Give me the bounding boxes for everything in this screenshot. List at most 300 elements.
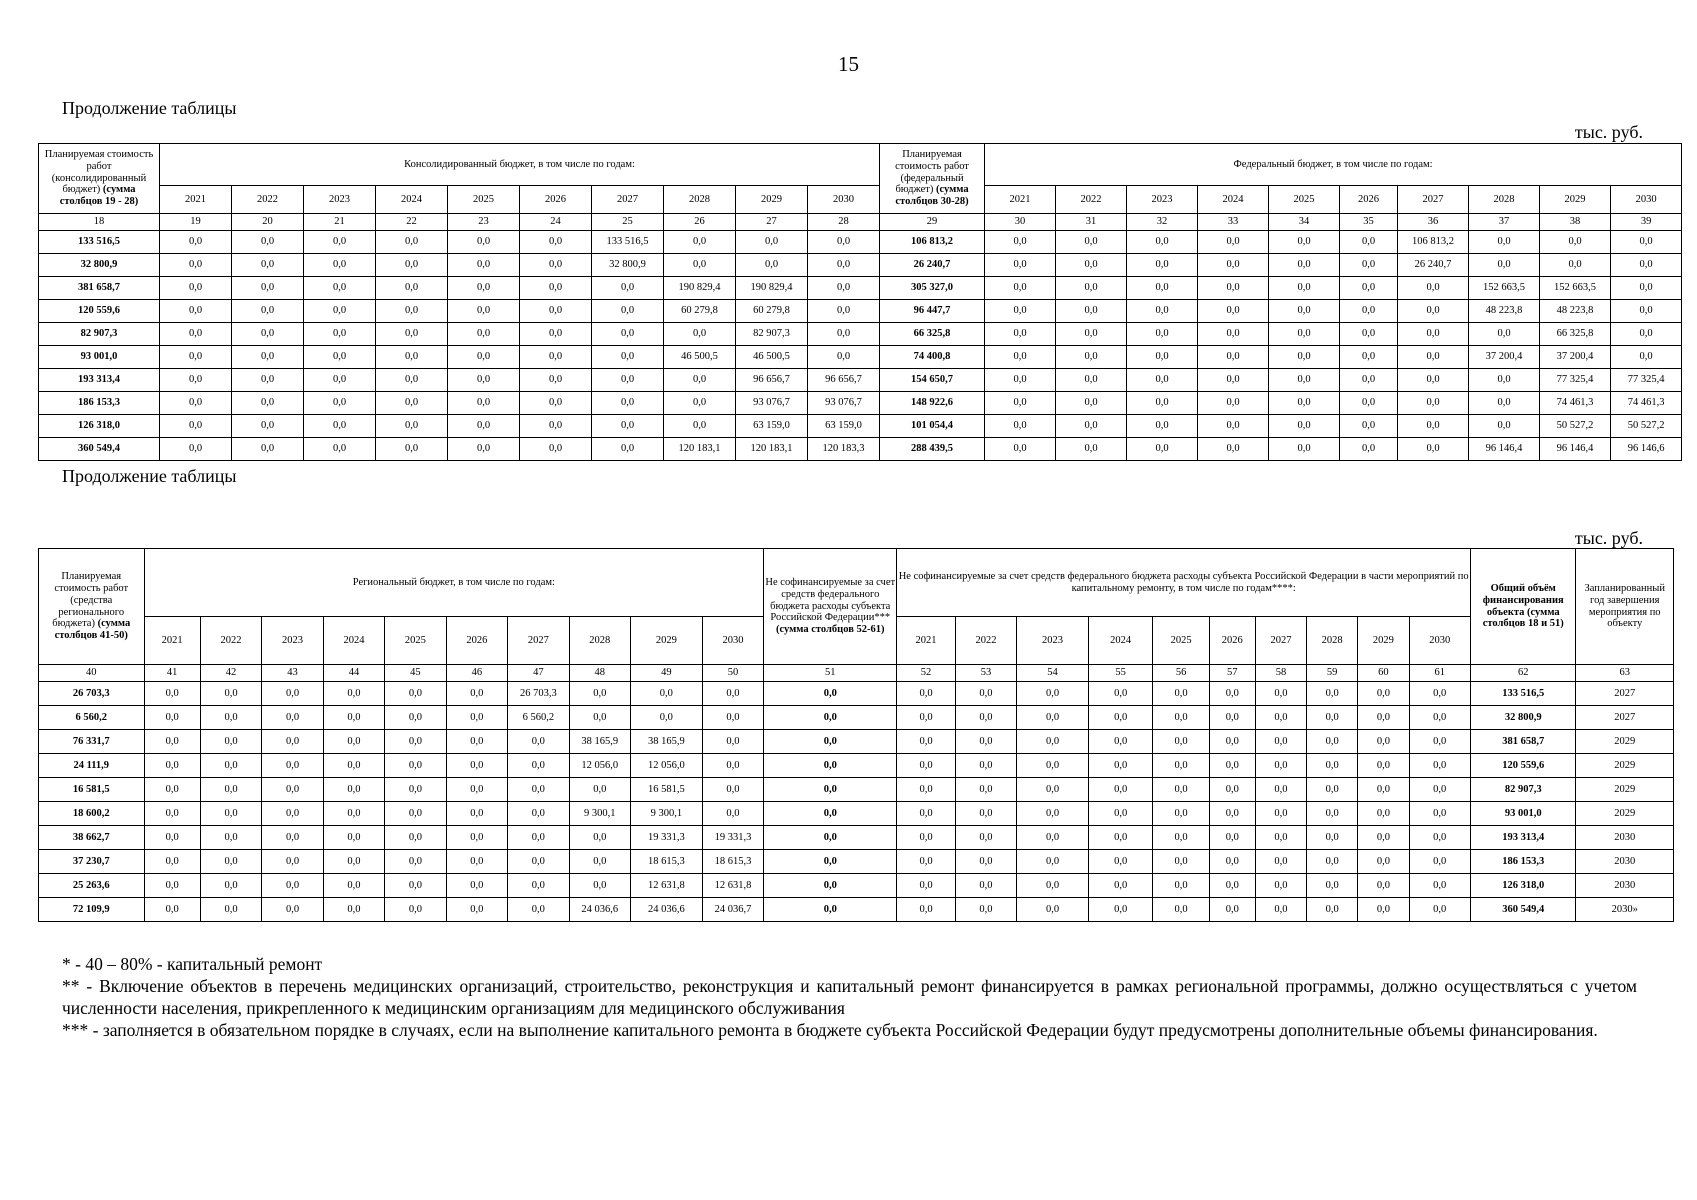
table-cell: 0,0: [385, 682, 446, 706]
table-cell: 0,0: [592, 369, 664, 392]
table-cell: 37 230,7: [39, 850, 145, 874]
table-cell: 0,0: [508, 874, 569, 898]
table-cell: 48 223,8: [1540, 300, 1611, 323]
table-cell: 0,0: [448, 415, 520, 438]
column-number: 47: [508, 665, 569, 682]
table-cell: 0,0: [1017, 754, 1089, 778]
year-header: 2024: [376, 186, 448, 214]
year-header: 2022: [1056, 186, 1127, 214]
table-cell: 0,0: [1153, 850, 1209, 874]
table-cell: 0,0: [1153, 682, 1209, 706]
table-cell: 0,0: [323, 850, 384, 874]
table-cell: 46 500,5: [736, 346, 808, 369]
table-cell: 0,0: [520, 254, 592, 277]
table-cell: 0,0: [1017, 706, 1089, 730]
table-cell: 0,0: [508, 730, 569, 754]
table-cell: 37 200,4: [1540, 346, 1611, 369]
table-cell: 0,0: [764, 826, 897, 850]
table-cell: 0,0: [323, 874, 384, 898]
table-cell: 190 829,4: [736, 277, 808, 300]
non-cofinanced-capital-repair-group-header: Не софинансируемые за счет средств федерального бюджета расходы субъекта Российской Федерации в части мероприятий по капитальному ремонту, в том числе по годам****:: [897, 549, 1471, 617]
total-financing-header: [1470, 549, 1576, 665]
table-cell: 0,0: [631, 682, 703, 706]
table-cell: 66 325,8: [1540, 323, 1611, 346]
table-cell: 0,0: [1255, 802, 1306, 826]
table-cell: 0,0: [1611, 254, 1682, 277]
table-cell: 0,0: [1398, 323, 1469, 346]
table-cell: 0,0: [160, 346, 232, 369]
column-numbers-row: [39, 665, 1674, 682]
table-cell: 2030: [1576, 874, 1674, 898]
table-cell: 0,0: [448, 323, 520, 346]
table-cell: 0,0: [1269, 231, 1340, 254]
table-cell: 82 907,3: [736, 323, 808, 346]
table-cell: 0,0: [955, 778, 1016, 802]
table-cell: 38 662,7: [39, 826, 145, 850]
table-row: [39, 754, 1674, 778]
table-cell: 12 056,0: [569, 754, 630, 778]
table-cell: 0,0: [897, 778, 955, 802]
table-cell: 0,0: [955, 754, 1016, 778]
table-cell: 0,0: [144, 850, 200, 874]
table-cell: 0,0: [144, 826, 200, 850]
table-cell: 120 183,3: [808, 438, 880, 461]
year-header: 2026: [1209, 617, 1255, 665]
header-text: Не софинансируемые за счет средств федерального бюджета расходы субъекта Российской Федерации***: [765, 577, 896, 624]
table-cell: 50 527,2: [1611, 415, 1682, 438]
column-number: 48: [569, 665, 630, 682]
table-cell: 0,0: [1307, 826, 1358, 850]
year-header: 2029: [1540, 186, 1611, 214]
table-cell: 0,0: [448, 438, 520, 461]
table-cell: 66 325,8: [880, 323, 985, 346]
table-cell: 0,0: [1088, 826, 1153, 850]
table-cell: 0,0: [1127, 392, 1198, 415]
table-cell: 152 663,5: [1540, 277, 1611, 300]
table-cell: 0,0: [736, 231, 808, 254]
table-cell: 0,0: [1398, 415, 1469, 438]
table-cell: 0,0: [448, 369, 520, 392]
table-cell: 133 516,5: [592, 231, 664, 254]
table-cell: 0,0: [1017, 682, 1089, 706]
table-cell: 0,0: [985, 231, 1056, 254]
table-cell: 0,0: [446, 874, 507, 898]
column-number: 41: [144, 665, 200, 682]
table-cell: 0,0: [323, 730, 384, 754]
table-cell: 0,0: [262, 730, 323, 754]
table-cell: 0,0: [1056, 300, 1127, 323]
year-header: 2028: [1469, 186, 1540, 214]
column-number: 32: [1127, 214, 1198, 231]
table-cell: 26 240,7: [880, 254, 985, 277]
table-cell: 77 325,4: [1540, 369, 1611, 392]
planned-cost-federal-header: [880, 144, 985, 214]
table-cell: 6 560,2: [508, 706, 569, 730]
table-cell: 0,0: [1358, 850, 1409, 874]
table-cell: 120 183,1: [664, 438, 736, 461]
column-number: 31: [1056, 214, 1127, 231]
column-number: 37: [1469, 214, 1540, 231]
table-cell: 0,0: [446, 682, 507, 706]
table-cell: 0,0: [1340, 392, 1398, 415]
year-header: 2029: [1358, 617, 1409, 665]
table-cell: 148 922,6: [880, 392, 985, 415]
table-cell: 0,0: [1153, 754, 1209, 778]
column-number: 57: [1209, 665, 1255, 682]
table-cell: 82 907,3: [1470, 778, 1576, 802]
table-cell: 0,0: [304, 254, 376, 277]
table-cell: 0,0: [508, 802, 569, 826]
table-row: [39, 369, 1682, 392]
table-cell: 0,0: [702, 778, 763, 802]
table-cell: 0,0: [1340, 254, 1398, 277]
column-number: 49: [631, 665, 703, 682]
table-cell: 48 223,8: [1469, 300, 1540, 323]
year-header: 2025: [1153, 617, 1209, 665]
table-cell: 96 146,4: [1469, 438, 1540, 461]
table-cell: 0,0: [1307, 754, 1358, 778]
table-cell: 0,0: [808, 300, 880, 323]
column-number: 51: [764, 665, 897, 682]
table-cell: 0,0: [764, 898, 897, 922]
table-cell: 0,0: [448, 300, 520, 323]
table-cell: 0,0: [1127, 415, 1198, 438]
table-cell: 0,0: [808, 346, 880, 369]
table-cell: 0,0: [323, 682, 384, 706]
column-number: 40: [39, 665, 145, 682]
table-cell: 360 549,4: [39, 438, 160, 461]
table-cell: 0,0: [1198, 231, 1269, 254]
column-number: 39: [1611, 214, 1682, 231]
table-cell: 0,0: [1340, 300, 1398, 323]
table-cell: 154 650,7: [880, 369, 985, 392]
table-cell: 0,0: [200, 874, 261, 898]
table-cell: 0,0: [323, 754, 384, 778]
table-cell: 60 279,8: [664, 300, 736, 323]
table-cell: 0,0: [520, 346, 592, 369]
table-cell: 0,0: [232, 323, 304, 346]
table-cell: 0,0: [1017, 874, 1089, 898]
table-row: [39, 300, 1682, 323]
table-cell: 0,0: [1611, 346, 1682, 369]
header-text: Планируемая стоимость работ (средства регионального бюджета): [52, 571, 129, 630]
table-cell: 0,0: [144, 730, 200, 754]
table-row: [39, 277, 1682, 300]
table-cell: 0,0: [1088, 802, 1153, 826]
table-cell: 0,0: [897, 754, 955, 778]
table-cell: 0,0: [897, 682, 955, 706]
table-cell: 0,0: [1409, 850, 1470, 874]
consolidated-federal-budget-table: [38, 143, 1682, 461]
table-cell: 0,0: [1127, 346, 1198, 369]
table-cell: 0,0: [232, 438, 304, 461]
table-cell: 0,0: [1611, 323, 1682, 346]
table-cell: 0,0: [955, 730, 1016, 754]
table-cell: 0,0: [376, 254, 448, 277]
table-cell: 0,0: [520, 323, 592, 346]
table-cell: 93 001,0: [1470, 802, 1576, 826]
column-number: 18: [39, 214, 160, 231]
table-row: [39, 802, 1674, 826]
table-cell: 0,0: [664, 323, 736, 346]
table-cell: 0,0: [808, 254, 880, 277]
column-number: 44: [323, 665, 384, 682]
table-cell: 0,0: [304, 300, 376, 323]
header-sum-note: (сумма столбцов 52-61): [776, 624, 885, 636]
table-cell: 0,0: [1358, 826, 1409, 850]
year-header: 2023: [1127, 186, 1198, 214]
table-cell: 0,0: [808, 231, 880, 254]
table-cell: 0,0: [1307, 682, 1358, 706]
year-header: 2022: [955, 617, 1016, 665]
table-cell: 0,0: [1088, 850, 1153, 874]
table-cell: 0,0: [1088, 778, 1153, 802]
column-number: 33: [1198, 214, 1269, 231]
table-cell: 0,0: [385, 706, 446, 730]
table-cell: 0,0: [1198, 346, 1269, 369]
table-cell: 0,0: [1017, 850, 1089, 874]
table-cell: 12 056,0: [631, 754, 703, 778]
table-row: [39, 254, 1682, 277]
table-cell: 133 516,5: [39, 231, 160, 254]
table-cell: 381 658,7: [1470, 730, 1576, 754]
year-header: 2027: [1255, 617, 1306, 665]
table-cell: 0,0: [1153, 706, 1209, 730]
table-cell: 0,0: [1340, 277, 1398, 300]
table-cell: 0,0: [1269, 369, 1340, 392]
non-cofinanced-header: [764, 549, 897, 665]
table-cell: 93 076,7: [736, 392, 808, 415]
table-cell: 0,0: [1340, 231, 1398, 254]
table-cell: 0,0: [985, 369, 1056, 392]
table-cell: 0,0: [592, 392, 664, 415]
table-cell: 0,0: [1198, 323, 1269, 346]
table-cell: 106 813,2: [1398, 231, 1469, 254]
federal-budget-group-header: Федеральный бюджет, в том числе по годам:: [985, 144, 1682, 186]
year-header: 2029: [631, 617, 703, 665]
table-cell: 0,0: [955, 826, 1016, 850]
table-cell: 0,0: [1088, 682, 1153, 706]
table-cell: 120 559,6: [39, 300, 160, 323]
table-cell: 0,0: [160, 323, 232, 346]
table-cell: 9 300,1: [631, 802, 703, 826]
table-cell: 0,0: [1398, 346, 1469, 369]
table-cell: 126 318,0: [1470, 874, 1576, 898]
table-cell: 0,0: [232, 392, 304, 415]
table-cell: 0,0: [1409, 778, 1470, 802]
table-cell: 2029: [1576, 802, 1674, 826]
year-header: 2021: [144, 617, 200, 665]
table-cell: 0,0: [1153, 874, 1209, 898]
header-text: Общий объём финансирования объекта (сумма столбцов 18 и 51): [1482, 583, 1564, 630]
table-cell: 0,0: [376, 415, 448, 438]
table-cell: 0,0: [592, 415, 664, 438]
column-number: 59: [1307, 665, 1358, 682]
header-sum-note: (сумма столбцов 41-50): [54, 618, 131, 641]
table-cell: 76 331,7: [39, 730, 145, 754]
year-header: 2027: [592, 186, 664, 214]
table-cell: 0,0: [446, 778, 507, 802]
column-number: 23: [448, 214, 520, 231]
table-cell: 0,0: [808, 277, 880, 300]
table-cell: 0,0: [520, 369, 592, 392]
table-cell: 2029: [1576, 778, 1674, 802]
table-cell: 0,0: [985, 323, 1056, 346]
table-cell: 0,0: [200, 802, 261, 826]
table-row: [39, 392, 1682, 415]
table-cell: 0,0: [200, 850, 261, 874]
years-header-row: [39, 186, 1682, 214]
table-cell: 0,0: [1255, 898, 1306, 922]
table-row: [39, 682, 1674, 706]
year-header: 2026: [1340, 186, 1398, 214]
table-cell: 0,0: [1269, 346, 1340, 369]
table-cell: 0,0: [1209, 850, 1255, 874]
table-cell: 0,0: [664, 231, 736, 254]
table-cell: 26 703,3: [39, 682, 145, 706]
table-cell: 2027: [1576, 682, 1674, 706]
table-cell: 0,0: [985, 300, 1056, 323]
year-header: 2030: [808, 186, 880, 214]
table-row: [39, 346, 1682, 369]
table-cell: 2029: [1576, 754, 1674, 778]
table-cell: 0,0: [385, 778, 446, 802]
table-cell: 18 600,2: [39, 802, 145, 826]
table-cell: 0,0: [592, 438, 664, 461]
table-cell: 0,0: [446, 898, 507, 922]
table-cell: 305 327,0: [880, 277, 985, 300]
table1-units: тыс. руб.: [1574, 122, 1643, 142]
table-cell: 0,0: [144, 874, 200, 898]
table-cell: 0,0: [200, 754, 261, 778]
table-cell: 0,0: [1198, 369, 1269, 392]
table-cell: 0,0: [448, 277, 520, 300]
table-cell: 0,0: [1056, 392, 1127, 415]
table-cell: 0,0: [1469, 369, 1540, 392]
table-cell: 32 800,9: [592, 254, 664, 277]
table-cell: 0,0: [1017, 826, 1089, 850]
table-cell: 0,0: [1307, 850, 1358, 874]
table-cell: 0,0: [323, 898, 384, 922]
table-cell: 0,0: [1269, 415, 1340, 438]
table-cell: 0,0: [1340, 323, 1398, 346]
completion-year-header: Запланированный год завершения мероприятия по объекту: [1576, 549, 1674, 665]
column-number: 53: [955, 665, 1016, 682]
header-sum-note: (сумма столбцов 30-28): [895, 184, 969, 208]
table-cell: 0,0: [1358, 898, 1409, 922]
table-cell: 0,0: [385, 898, 446, 922]
table-cell: 0,0: [262, 778, 323, 802]
table-cell: 0,0: [1056, 346, 1127, 369]
table-cell: 0,0: [376, 438, 448, 461]
table-cell: 0,0: [1127, 438, 1198, 461]
table-cell: 0,0: [631, 706, 703, 730]
table-cell: 0,0: [764, 850, 897, 874]
table-cell: 0,0: [385, 754, 446, 778]
table-cell: 46 500,5: [664, 346, 736, 369]
table-cell: 0,0: [702, 802, 763, 826]
year-header: 2023: [1017, 617, 1089, 665]
table-cell: 0,0: [1056, 369, 1127, 392]
planned-cost-consolidated-header: [39, 144, 160, 214]
table-cell: 0,0: [1056, 323, 1127, 346]
table-cell: 0,0: [702, 706, 763, 730]
table-cell: 0,0: [304, 415, 376, 438]
table-cell: 0,0: [1269, 392, 1340, 415]
table-cell: 0,0: [985, 346, 1056, 369]
table-cell: 0,0: [376, 392, 448, 415]
table-cell: 0,0: [1056, 254, 1127, 277]
table-cell: 0,0: [1398, 300, 1469, 323]
table-cell: 24 036,7: [702, 898, 763, 922]
table-cell: 0,0: [262, 874, 323, 898]
year-header: 2027: [508, 617, 569, 665]
table-cell: 77 325,4: [1611, 369, 1682, 392]
table-cell: 0,0: [985, 277, 1056, 300]
table-row: [39, 415, 1682, 438]
table-cell: 74 461,3: [1540, 392, 1611, 415]
table-cell: 0,0: [736, 254, 808, 277]
table-row: [39, 323, 1682, 346]
table-cell: 0,0: [1358, 706, 1409, 730]
table-cell: 0,0: [160, 392, 232, 415]
table-row: [39, 730, 1674, 754]
column-number: 46: [446, 665, 507, 682]
table-cell: 0,0: [664, 392, 736, 415]
table-cell: 0,0: [1153, 730, 1209, 754]
table-cell: 0,0: [592, 323, 664, 346]
table-cell: 0,0: [448, 392, 520, 415]
table-cell: 0,0: [1269, 323, 1340, 346]
table-cell: 0,0: [446, 730, 507, 754]
table-cell: 0,0: [764, 754, 897, 778]
table-cell: 0,0: [664, 369, 736, 392]
table-cell: 0,0: [592, 277, 664, 300]
year-header: 2030: [1409, 617, 1470, 665]
table-row: [39, 438, 1682, 461]
table-cell: 0,0: [1127, 231, 1198, 254]
table-cell: 0,0: [1398, 369, 1469, 392]
table-cell: 0,0: [1088, 898, 1153, 922]
table-cell: 0,0: [144, 706, 200, 730]
table-cell: 0,0: [376, 323, 448, 346]
column-number: 62: [1470, 665, 1576, 682]
table-cell: 0,0: [955, 802, 1016, 826]
table-cell: 6 560,2: [39, 706, 145, 730]
table-cell: 0,0: [1307, 706, 1358, 730]
column-number: 42: [200, 665, 261, 682]
table-row: [39, 778, 1674, 802]
footnote: ** - Включение объектов в перечень медицинских организаций, строительство, реконструкция и капитальный ремонт финансируется в рамках региональной программы, должно осуществляться с учетом численности населения, прикрепленного к медицинским организациям для медицинского обслуживания: [62, 976, 1637, 1018]
table-cell: 0,0: [897, 874, 955, 898]
table-cell: 0,0: [1611, 300, 1682, 323]
table-cell: 0,0: [897, 706, 955, 730]
year-header: 2025: [448, 186, 520, 214]
table-cell: 0,0: [1198, 438, 1269, 461]
table-cell: 0,0: [1269, 300, 1340, 323]
year-header: 2028: [1307, 617, 1358, 665]
table-cell: 0,0: [262, 850, 323, 874]
table2-body: [39, 682, 1674, 922]
table-cell: 0,0: [232, 277, 304, 300]
table-cell: 12 631,8: [631, 874, 703, 898]
table-cell: 0,0: [985, 392, 1056, 415]
table-cell: 0,0: [262, 754, 323, 778]
table1-caption: Продолжение таблицы: [62, 98, 237, 118]
table-cell: 0,0: [446, 826, 507, 850]
table-cell: 0,0: [323, 706, 384, 730]
table-cell: 0,0: [144, 802, 200, 826]
